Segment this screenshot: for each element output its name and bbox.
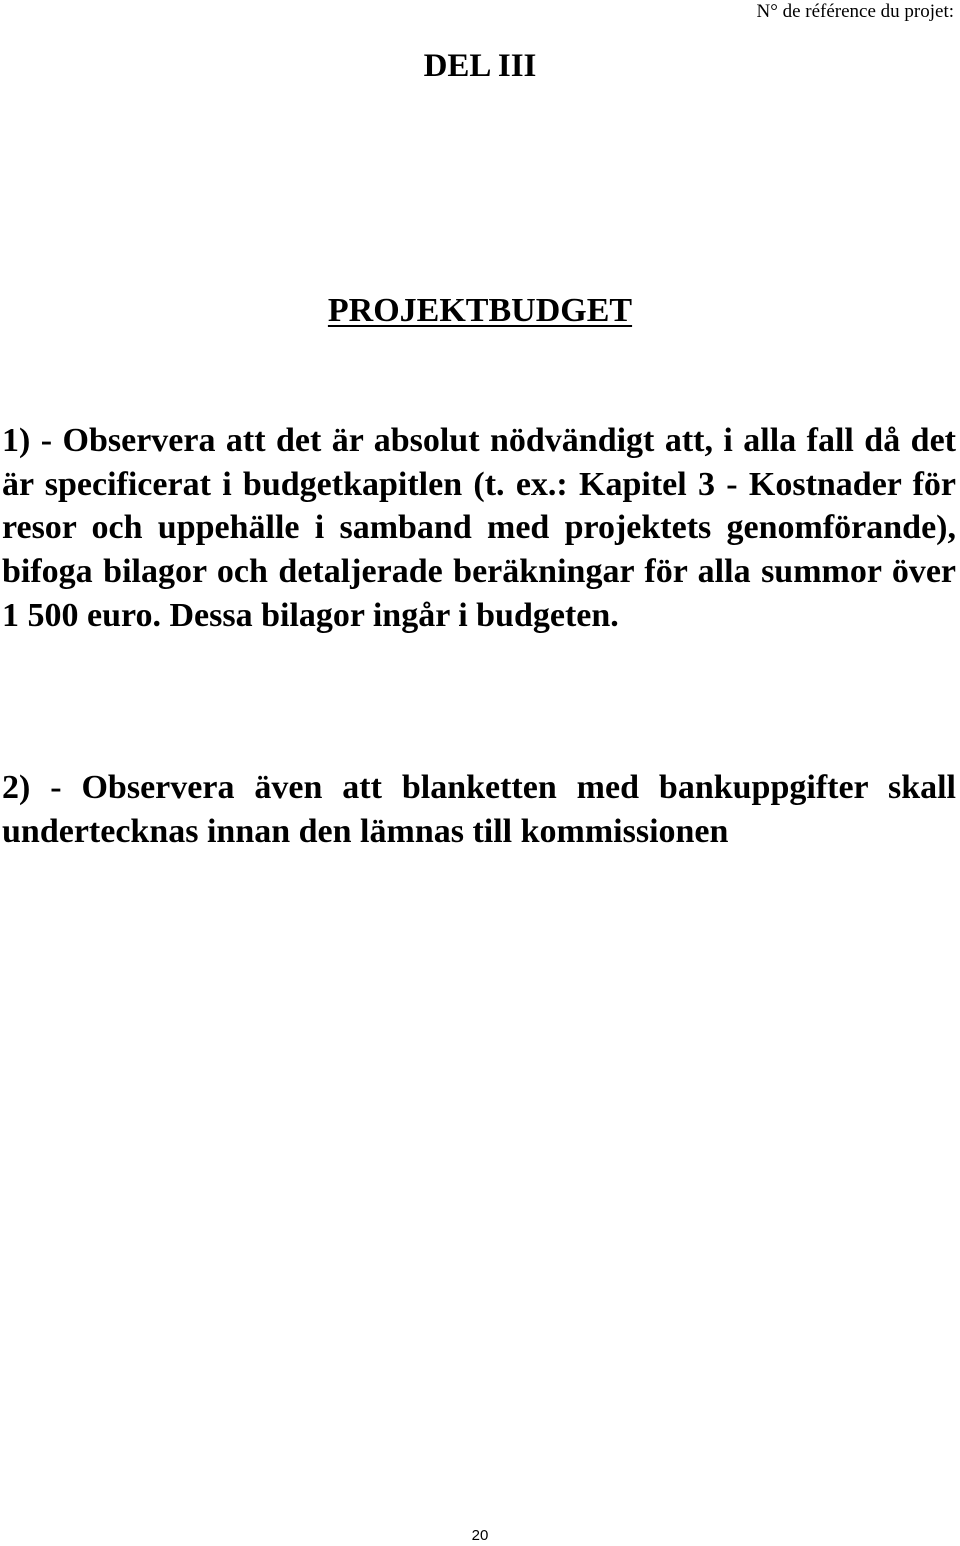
page-title: PROJEKTBUDGET [327, 292, 633, 329]
project-reference-label: N° de référence du projet: [756, 1, 954, 22]
note-paragraph-2: 2) - Observera även att blanketten med bankuppgifter skall undertecknas innan den lämnas till kommissionen [2, 769, 956, 850]
part-heading: DEL III [423, 48, 537, 84]
note-paragraph-1: 1) - Observera att det är absolut nödvändigt att, i alla fall då det är specificerat i budgetkapitlen (t. ex.: Kapitel 3 - Kostnader för resor och uppehälle i samband med projektets genomförande), bifoga bilagor och detaljerade beräkningar för alla summor över 1 500 euro. Dessa bilagor ingår i budgeten. [2, 422, 956, 634]
page-number: 20 [471, 1527, 489, 1544]
